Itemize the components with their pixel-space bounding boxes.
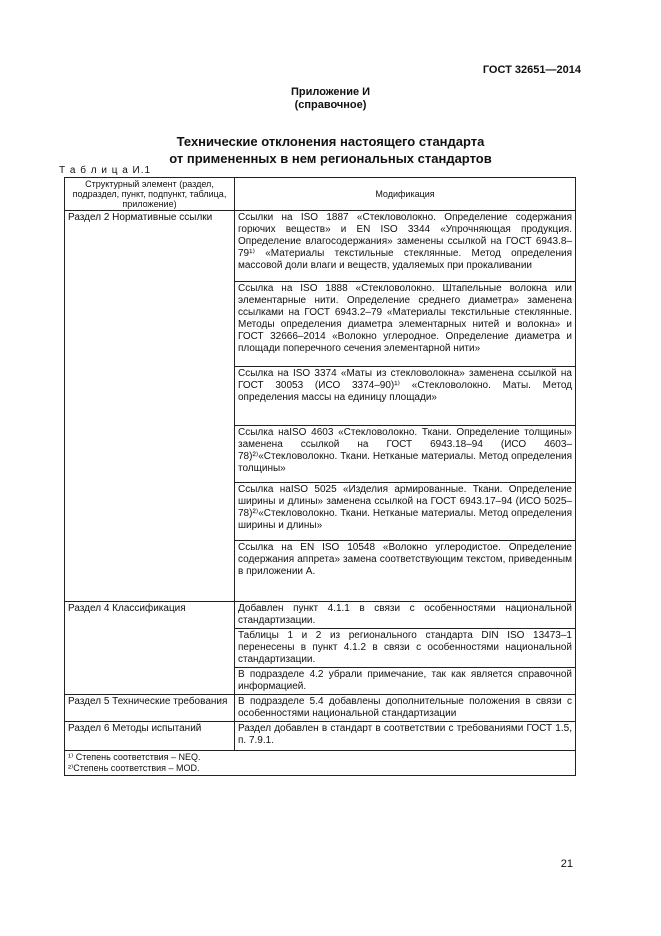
document-title-line2: от примененных в нем региональных стандартов (169, 151, 492, 166)
table-row (65, 211, 576, 282)
row-modification: Ссылка на ISO 3374 «Маты из стекловолокна» заменена ссылкой на ГОСТ 30053 (ИСО 3374–90)¹⁾ «Стекловолокно. Маты. Метод определения массы на единицу площади» (235, 367, 576, 426)
row-modification: Ссылки на ISO 1887 «Стекловолокно. Определение содержания горючих веществ» и EN ISO 3344 «Упрочняющая продукция. Определение влагосодержания» заменены ссылкой на ГОСТ 6943.8–79¹⁾ «Материалы текстильные стеклянные. Метод определения массовой доли влаги и веществ, удаляемых при прокаливании (235, 211, 576, 282)
row-modification: Раздел добавлен в стандарт в соответствии с требованиями ГОСТ 1.5, п. 7.9.1. (235, 722, 576, 751)
table-footnotes (65, 751, 576, 776)
annex-subtitle: (справочное) (294, 99, 367, 111)
table-label: Т а б л и ц а И.1 (59, 165, 152, 176)
row-modification: Ссылка на ISO 1888 «Стекловолокно. Штапельные волокна или элементарные нити. Определение среднего диаметра» заменена ссылками на ГОСТ 6943.2–79 «Материалы текстильные стеклянные. Методы определения диаметра элементарных нитей и волокна» и ГОСТ 32666–2014 «Волокно углеродное. Определение диаметра и площади поперечного сечения элементарной нити» (235, 282, 576, 367)
table-row (65, 695, 576, 722)
footnote-1: ¹⁾ Степень соответствия – NEQ. (68, 752, 201, 762)
document-title-line1: Технические отклонения настоящего стандарта (176, 134, 485, 149)
row-modification: В подразделе 4.2 убрали примечание, так как является справочной информацией. (235, 668, 576, 695)
row-modification: Добавлен пункт 4.1.1 в связи с особенностями национальной стандартизации. (235, 602, 576, 629)
row-modification: Таблицы 1 и 2 из регионального стандарта DIN ISO 13473–1 перенесены в пункт 4.1.2 в связи с особенностями национальной стандартизации. (235, 629, 576, 668)
table-row (65, 722, 576, 751)
row-element: Раздел 6 Методы испытаний (65, 722, 235, 751)
row-modification: Ссылка наISO 4603 «Стекловолокно. Ткани. Определение толщины» заменена ссылкой на ГОСТ 6943.18–94 (ИСО 4603–78)²⁾«Стекловолокно. Ткани. Нетканые материалы. Метод определения толщины» (235, 426, 576, 483)
standard-number: ГОСТ 32651—2014 (482, 64, 581, 76)
annex-title: Приложение И (290, 86, 371, 98)
header-modification: Модификация (235, 178, 576, 211)
row-modification: В подразделе 5.4 добавлены дополнительные положения в связи с особенностями национальной стандартизации (235, 695, 576, 722)
row-element: Раздел 5 Технические требования (65, 695, 235, 722)
row-element: Раздел 2 Нормативные ссылки (65, 211, 235, 602)
row-modification: Ссылка наISO 5025 «Изделия армированные. Ткани. Определение ширины и длины» заменена ссылкой на ГОСТ 6943.17–94 (ИСО 5025–78)²⁾«Стекловолокно. Ткани. Нетканые материалы. Метод определения ширины и длины» (235, 483, 576, 541)
row-modification: Ссылка на EN ISO 10548 «Волокно углеродистое. Определение содержания аппрета» замена соответствующим текстом, приведенным в приложении А. (235, 541, 576, 602)
footnotes-cell (65, 751, 576, 776)
deviations-table (64, 177, 576, 776)
footnote-2: ²⁾Степень соответствия – MOD. (68, 763, 200, 773)
table-header-row (65, 178, 576, 211)
page-number: 21 (560, 858, 573, 870)
row-element: Раздел 4 Классификация (65, 602, 235, 695)
header-structural-element: Структурный элемент (раздел, подраздел, пункт, подпункт, таблица, приложение) (65, 178, 235, 211)
table-row (65, 602, 576, 629)
